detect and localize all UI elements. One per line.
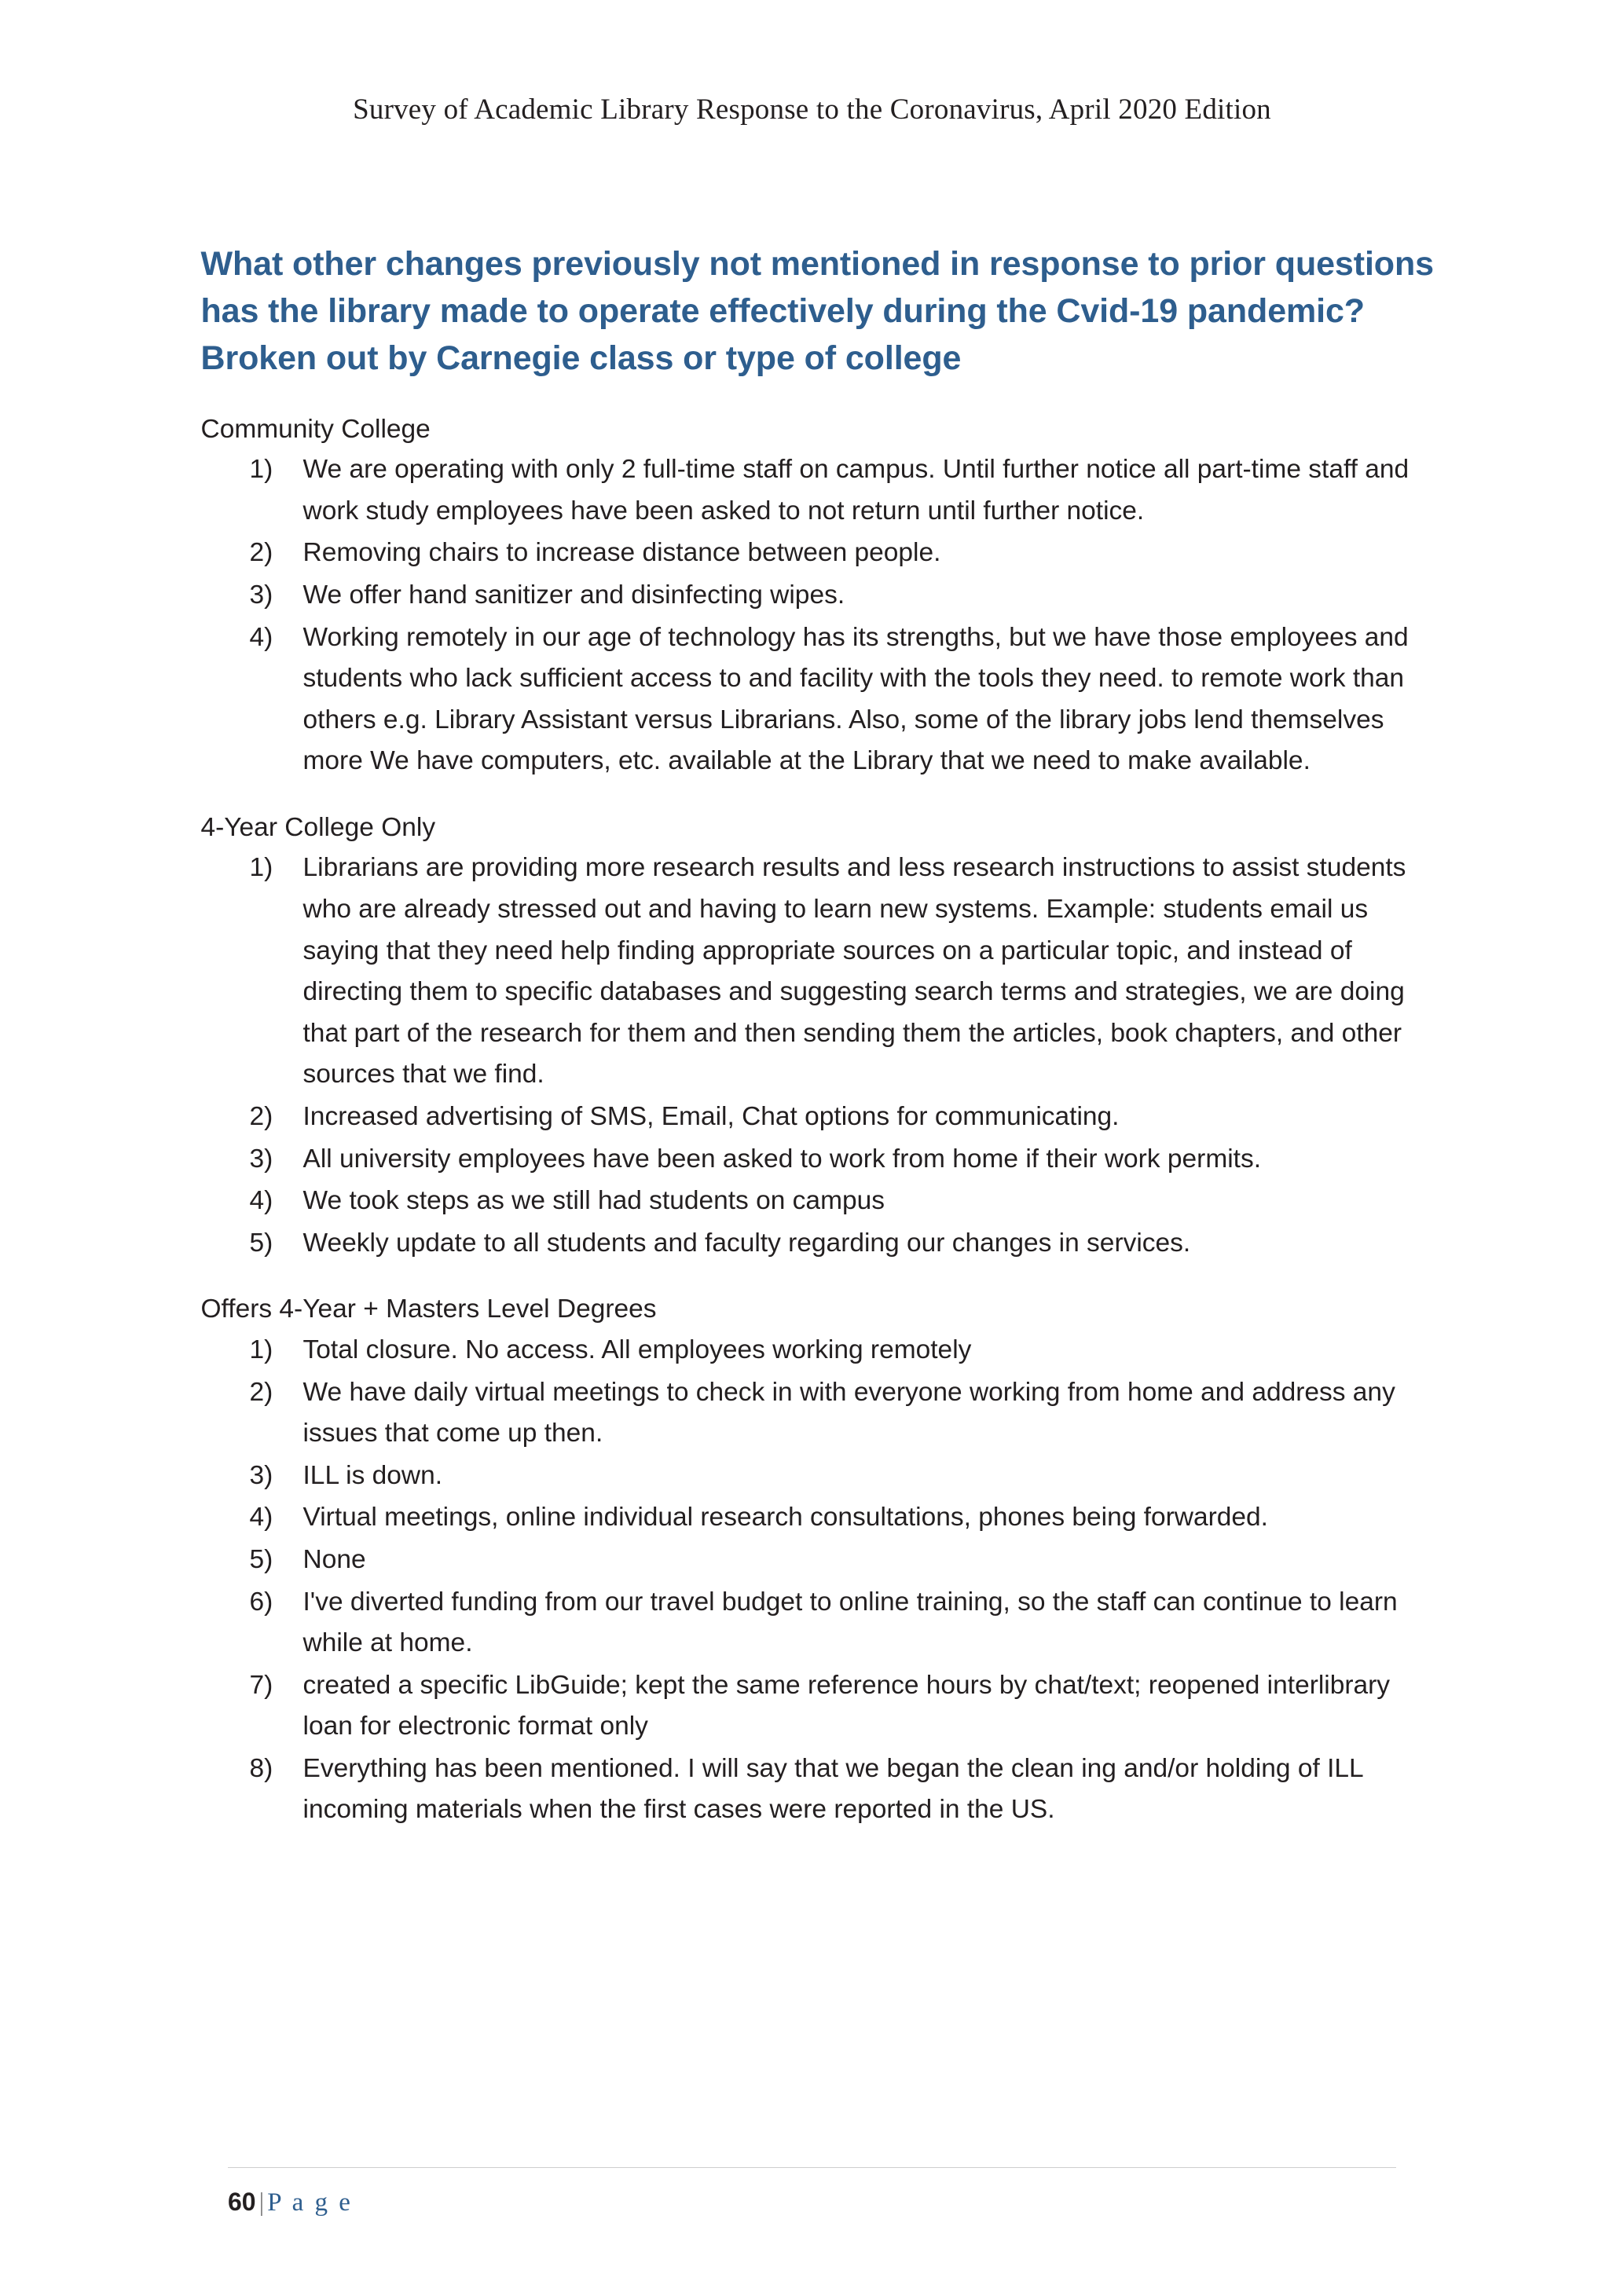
section-label: Community College xyxy=(200,414,431,444)
list-item xyxy=(201,1665,1437,1748)
list-item-text: Librarians are providing more research results and less research instructions to assist students who are already stressed out and having to learn new systems. Example: students email us saying that they need help finding appropriate sources on a particular topic, and instead of directing them to specific databases and suggesting search terms and strategies, we are doing that part of the research for them and then sending them the articles, book chapters, and other sources that we find. xyxy=(302,853,1406,1089)
list-item-text: We have daily virtual meetings to check in with everyone working from home and address any issues that come up then. xyxy=(302,1377,1395,1448)
running-header: Survey of Academic Library Response to the Coronavirus, April 2020 Edition xyxy=(353,93,1271,126)
section-4-year-college-only xyxy=(201,809,1437,1265)
list-item-text: Total closure. No access. All employees working remotely xyxy=(302,1335,972,1364)
list-item-number: 6) xyxy=(249,1587,273,1617)
list-item-number: 3) xyxy=(249,1144,273,1174)
footer-page-word: P a g e xyxy=(267,2188,353,2217)
list-item xyxy=(201,533,1437,574)
list-item-text: created a specific LibGuide; kept the same reference hours by chat/text; reopened interlibrary loan for electronic format only xyxy=(302,1670,1391,1741)
list-item xyxy=(201,1330,1437,1371)
list-item-number: 2) xyxy=(249,1377,273,1407)
list-item xyxy=(201,1372,1437,1455)
list-item-text: None xyxy=(302,1544,366,1574)
list-item xyxy=(201,617,1437,782)
list-item-number: 5) xyxy=(249,1228,273,1258)
section-label: 4-Year College Only xyxy=(200,812,436,842)
list-item xyxy=(201,1749,1437,1831)
list-item-number: 1) xyxy=(249,455,273,485)
list-item xyxy=(201,1582,1437,1664)
list-item xyxy=(201,1540,1437,1581)
section-label: Offers 4-Year + Masters Level Degrees xyxy=(200,1294,657,1324)
list-item xyxy=(201,1497,1437,1539)
list-item-number: 5) xyxy=(249,1544,273,1574)
list-item-number: 4) xyxy=(249,1186,273,1216)
list-item-number: 2) xyxy=(249,538,273,568)
footer-separator: | xyxy=(258,2188,265,2217)
list-item-text: Increased advertising of SMS, Email, Chat options for communicating. xyxy=(302,1102,1120,1131)
list-item-text: ILL is down. xyxy=(302,1460,443,1490)
response-list xyxy=(201,449,1437,782)
list-item-number: 8) xyxy=(249,1753,273,1783)
response-list xyxy=(201,1330,1437,1831)
response-list xyxy=(201,848,1437,1264)
list-item-number: 4) xyxy=(249,622,273,652)
list-item-text: I've diverted funding from our travel budget to online training, so the staff can continue to learn while at home. xyxy=(302,1587,1398,1658)
page-content xyxy=(164,240,1461,1831)
list-item-text: We took steps as we still had students on campus xyxy=(302,1186,885,1216)
section-community-college xyxy=(201,411,1437,782)
list-item xyxy=(201,1097,1437,1138)
page-title: What other changes previously not mentioned in response to prior questions has the library made to operate effectively during the Cvid-19 pandemic? Broken out by Carnegie class or type of college xyxy=(200,245,1434,378)
list-item-number: 4) xyxy=(249,1503,273,1532)
list-item xyxy=(201,1139,1437,1181)
list-item-number: 7) xyxy=(249,1670,273,1700)
list-item xyxy=(201,1223,1437,1265)
list-item-text: We offer hand sanitizer and disinfecting wipes. xyxy=(302,580,845,610)
footer-divider xyxy=(228,2167,1396,2168)
list-item-text: Virtual meetings, online individual research consultations, phones being forwarded. xyxy=(302,1503,1268,1532)
list-item-number: 3) xyxy=(249,1460,273,1490)
list-item-number: 1) xyxy=(249,853,273,883)
list-item xyxy=(201,575,1437,617)
list-item-text: Working remotely in our age of technology has its strengths, but we have those employees and students who lack sufficient access to and facility with the tools they need. to remote work than others e.g. Library Assistant versus Librarians. Also, some of the library jobs lend themselves more We have computers, etc. available at the Library that we need to make available. xyxy=(302,622,1409,776)
list-item-text: Weekly update to all students and faculty regarding our changes in services. xyxy=(302,1228,1191,1258)
section-offers-4-year-plus-masters xyxy=(201,1291,1437,1831)
list-item-text: All university employees have been asked to work from home if their work permits. xyxy=(302,1144,1262,1174)
list-item xyxy=(201,1456,1437,1497)
list-item-text: Removing chairs to increase distance between people. xyxy=(302,538,941,568)
list-item xyxy=(201,1181,1437,1222)
list-item xyxy=(201,449,1437,532)
page-footer xyxy=(228,2188,353,2217)
list-item-text: Everything has been mentioned. I will say that we began the clean ing and/or holding of ILL incoming materials when the first cases were reported in the US. xyxy=(302,1753,1363,1825)
list-item-number: 3) xyxy=(249,580,273,610)
list-item-number: 1) xyxy=(249,1335,273,1364)
list-item xyxy=(201,848,1437,1096)
list-item-number: 2) xyxy=(249,1102,273,1131)
footer-page-number: 60 xyxy=(228,2188,256,2216)
list-item-text: We are operating with only 2 full-time staff on campus. Until further notice all part-time staff and work study employees have been asked to not return until further notice. xyxy=(302,455,1410,525)
